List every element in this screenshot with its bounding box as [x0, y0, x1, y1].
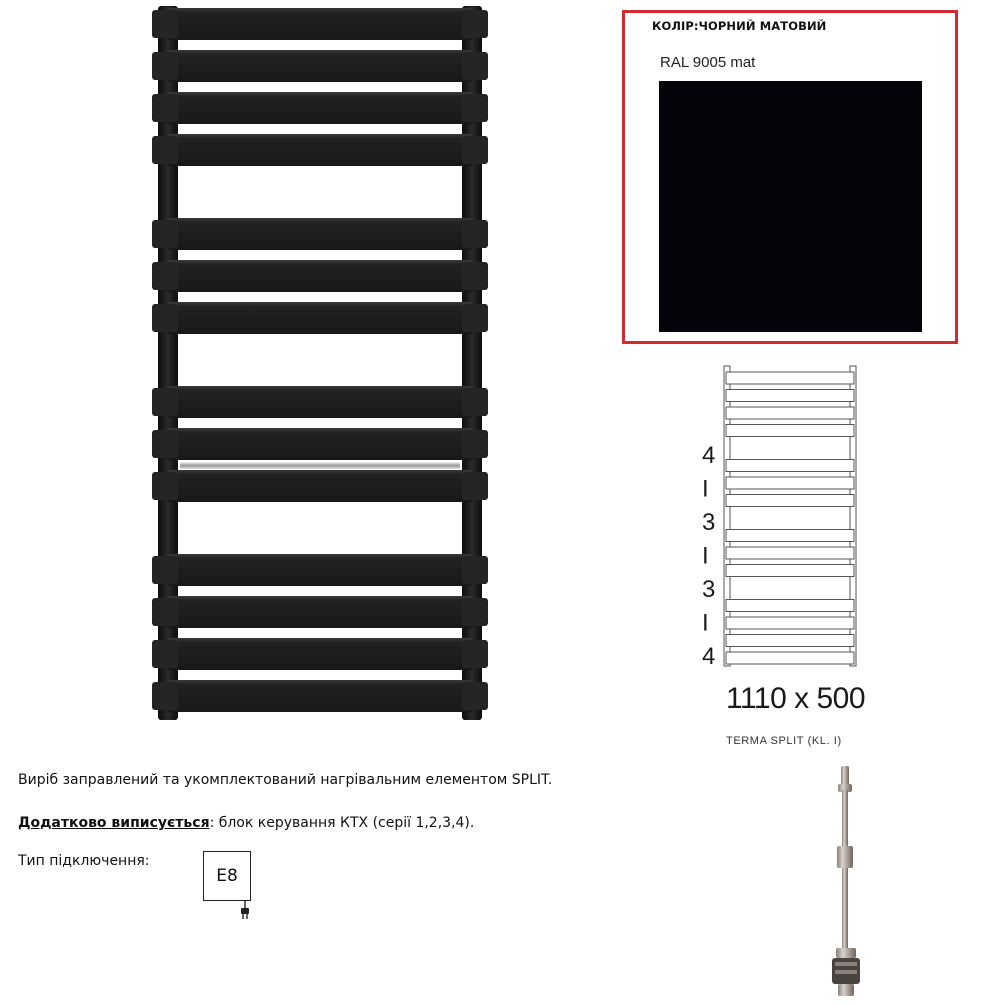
- radiator-bar: [166, 50, 474, 82]
- radiator-bar-cap: [152, 262, 178, 290]
- diagram-separator-label: I: [702, 609, 709, 637]
- radiator-bar-cap: [462, 94, 488, 122]
- heating-element-image: [820, 762, 872, 1000]
- diagram-section-count: 3: [702, 576, 716, 603]
- radiator-bar-cap: [152, 640, 178, 668]
- radiator-bar-cap: [462, 430, 488, 458]
- extra-order-label: Додатково виписується: [18, 815, 210, 831]
- radiator-bar: [166, 8, 474, 40]
- connection-type-label: Тип підключення:: [18, 853, 150, 869]
- diagram-bar: [726, 390, 854, 402]
- radiator-bar-cap: [152, 682, 178, 710]
- radiator-bar-cap: [152, 472, 178, 500]
- radiator-bar-cap: [152, 220, 178, 248]
- radiator-bar: [166, 260, 474, 292]
- radiator-bar-cap: [152, 556, 178, 584]
- radiator-bar-cap: [462, 52, 488, 80]
- radiator-bar-cap: [152, 136, 178, 164]
- radiator-bar: [166, 386, 474, 418]
- plug-icon: [238, 900, 252, 920]
- radiator-bar: [166, 638, 474, 670]
- size-label: 1110 x 500: [726, 682, 866, 715]
- color-title: КОЛІР:ЧОРНИЙ МАТОВИЙ: [652, 19, 827, 33]
- radiator-bar: [166, 92, 474, 124]
- radiator-bar-cap: [152, 304, 178, 332]
- diagram-bar: [726, 617, 854, 629]
- chrome-rail: [180, 462, 460, 469]
- radiator-image: [150, 0, 490, 725]
- diagram-bar: [726, 600, 854, 612]
- radiator-bar-cap: [152, 52, 178, 80]
- diagram-bar: [726, 635, 854, 647]
- radiator-bar-cap: [152, 94, 178, 122]
- diagram-bar: [726, 530, 854, 542]
- diagram-section-count: 4: [702, 643, 716, 670]
- color-code: RAL 9005 mat: [660, 54, 756, 71]
- radiator-bar-cap: [462, 220, 488, 248]
- diagram-bar: [726, 495, 854, 507]
- description-line: Виріб заправлений та укомплектований нагрівальним елементом SPLIT.: [18, 772, 553, 788]
- model-label: TERMA SPLIT (KL. I): [726, 735, 842, 747]
- radiator-bar-cap: [152, 10, 178, 38]
- radiator-bar: [166, 596, 474, 628]
- radiator-bar-cap: [462, 682, 488, 710]
- radiator-bar: [166, 554, 474, 586]
- radiator-bar-cap: [462, 136, 488, 164]
- radiator-bar-cap: [462, 472, 488, 500]
- diagram-bar: [726, 460, 854, 472]
- radiator-bar: [166, 680, 474, 712]
- connection-code-box: E8: [203, 851, 251, 901]
- diagram-bar: [726, 407, 854, 419]
- extra-order-text: : блок керування КТХ (серії 1,2,3,4).: [209, 815, 475, 831]
- diagram-section-count: 3: [702, 509, 716, 536]
- diagram-bar: [726, 372, 854, 384]
- radiator-bar: [166, 470, 474, 502]
- extra-order-line: [18, 815, 474, 831]
- radiator-bar-cap: [462, 640, 488, 668]
- diagram-separator-label: I: [702, 542, 709, 570]
- diagram-separator-label: I: [702, 475, 709, 503]
- radiator-bar-cap: [462, 598, 488, 626]
- radiator-bar-cap: [152, 598, 178, 626]
- radiator-bar: [166, 302, 474, 334]
- radiator-bar-cap: [462, 556, 488, 584]
- diagram-bar: [726, 547, 854, 559]
- radiator-bar-cap: [462, 10, 488, 38]
- radiator-bar-cap: [462, 262, 488, 290]
- diagram-bar: [726, 652, 854, 664]
- diagram-section-count: 4: [702, 442, 716, 469]
- radiator-bar-cap: [152, 430, 178, 458]
- radiator-bar: [166, 218, 474, 250]
- radiator-bar: [166, 428, 474, 460]
- section-diagram: [700, 360, 870, 670]
- radiator-bar-cap: [462, 304, 488, 332]
- radiator-bar-cap: [462, 388, 488, 416]
- radiator-bar: [166, 134, 474, 166]
- color-swatch: [659, 81, 922, 332]
- diagram-bar: [726, 425, 854, 437]
- diagram-bar: [726, 477, 854, 489]
- diagram-bar: [726, 565, 854, 577]
- radiator-bar-cap: [152, 388, 178, 416]
